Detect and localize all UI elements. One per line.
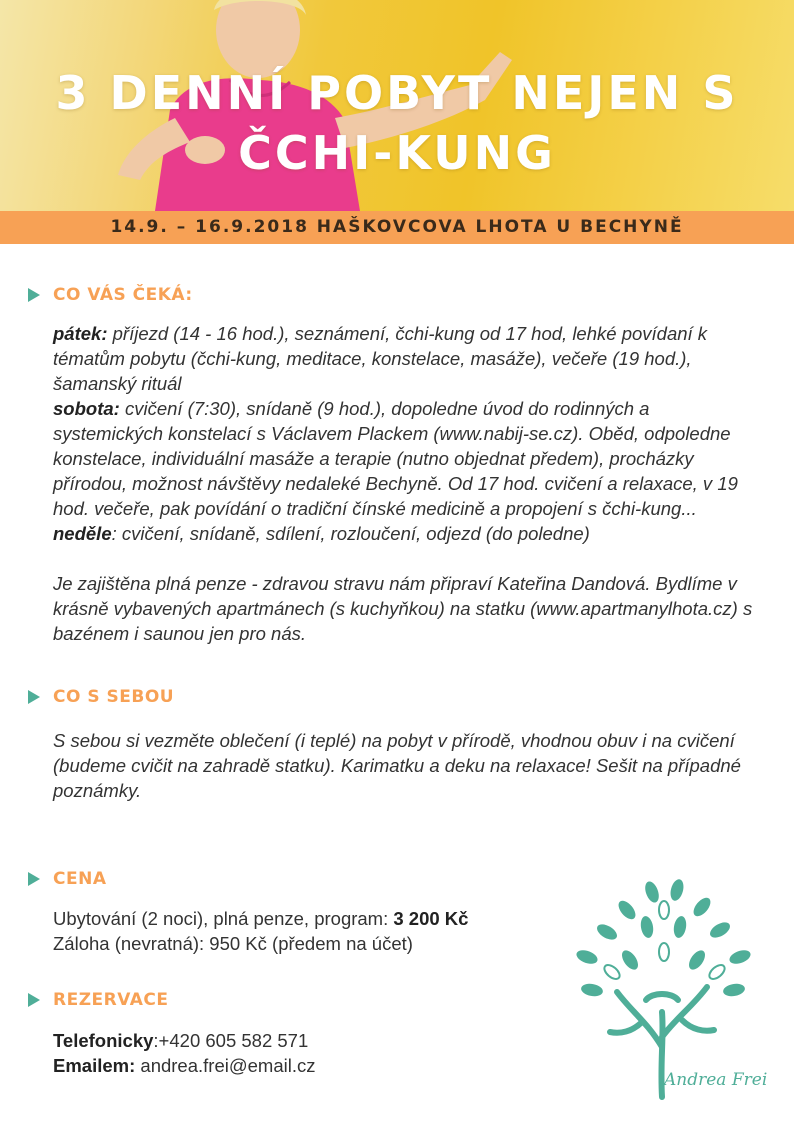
brand-signature: Andrea Frei (664, 1070, 768, 1090)
phone-value[interactable]: :+420 605 582 571 (153, 1030, 309, 1051)
section-label: CO VÁS ČEKÁ: (53, 285, 193, 305)
email-line (53, 1053, 533, 1078)
friday-label: pátek: (53, 323, 108, 344)
price-text (53, 906, 553, 956)
hero-banner (0, 0, 794, 211)
date-location-bar: 14.9. – 16.9.2018 HAŠKOVCOVA LHOTA U BECHYNĚ (0, 211, 794, 244)
sunday-label: neděle (53, 523, 112, 544)
saturday-paragraph (53, 396, 763, 521)
section-heading-price (28, 868, 106, 890)
phone-line (53, 1028, 533, 1053)
reservation-text (53, 1028, 533, 1078)
saturday-label: sobota: (53, 398, 120, 419)
sunday-paragraph (53, 521, 763, 546)
price-amount: 3 200 Kč (393, 908, 469, 929)
section-label: CO S SEBOU (53, 687, 175, 707)
section-label: CENA (53, 869, 107, 889)
bring-paragraph: S sebou si vezměte oblečení (i teplé) na pobyt v přírodě, vhodnou obuv i na cvičení (budeme cvičit na zahradě statku). Karimatku a deku na relaxace! Sešit na případné poznámky. (53, 730, 741, 801)
tree-logo-icon (552, 872, 772, 1102)
sunday-text: : cvičení, snídaně, sdílení, rozloučení, odjezd (do poledne) (111, 523, 590, 544)
program-text (53, 321, 763, 646)
page-title (0, 63, 794, 183)
title-line-1: 3 DENNÍ POBYT NEJEN S (55, 66, 739, 120)
section-label: REZERVACE (53, 990, 169, 1010)
saturday-text: cvičení (7:30), snídaně (9 hod.), dopoledne úvod do rodinných a systemických konstelací s Václavem Plackem (www.nabij-se.cz). Oběd, odpoledne konstelace, individuální masáže a terapie (nutno objednat předem), procházky přírodou, možnost návštěvy nedaleké Bechyně. Od 17 hod. cvičení a relaxace, v 19 hod. večeře, pak povídání o tradiční čínské medicině a propojení s čchi-kung... (53, 398, 738, 519)
title-line-2: ČCHI-KUNG (238, 126, 556, 180)
triangle-bullet-icon (28, 872, 40, 886)
triangle-bullet-icon (28, 993, 40, 1007)
price-description: Ubytování (2 noci), plná penze, program: (53, 908, 394, 929)
accommodation-note: Je zajištěna plná penze - zdravou stravu nám připraví Kateřina Dandová. Bydlíme v krásně vybavených apartmánech (s kuchyňkou) na statku (www.apartmanylhota.cz) s bazénem i saunou jen pro nás. (53, 573, 753, 644)
phone-label: Telefonicky (53, 1030, 154, 1051)
email-label: Emailem: (53, 1055, 136, 1076)
friday-text: příjezd (14 - 16 hod.), seznámení, čchi-kung od 17 hod, lehké povídaní k tématům pobytu (čchi-kung, meditace, konstelace, masáže), večeře (19 hod.), šamanský rituál (53, 323, 708, 394)
email-value[interactable]: andrea.frei@email.cz (135, 1055, 316, 1076)
price-line-2: Záloha (nevratná): 950 Kč (předem na účet) (53, 933, 413, 954)
bring-text (53, 728, 763, 803)
triangle-bullet-icon (28, 288, 40, 302)
triangle-bullet-icon (28, 690, 40, 704)
section-heading-bring (28, 686, 174, 708)
friday-paragraph (53, 321, 763, 396)
section-heading-program (28, 284, 193, 306)
price-line-1 (53, 906, 553, 931)
section-heading-reservation (28, 989, 168, 1011)
